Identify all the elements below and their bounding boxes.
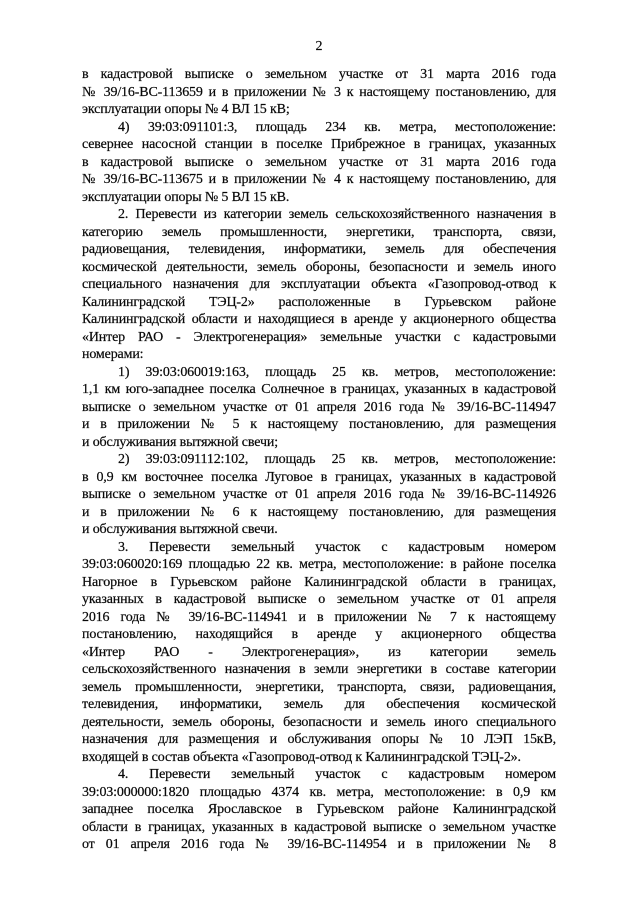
text-line: телевидения, информатики, земель для обеспечения космической [82,697,556,712]
text-line: выписке о земельном участке от 01 апреля 2016 года № 39/16-ВС-114926 [82,487,556,502]
paragraph-continuation [82,66,556,119]
text-line: в 0,9 км восточнее поселка Луговое в границах, указанных в кадастровой [82,469,556,485]
text-line: севернее насосной станции в поселке Прибрежное в границах, указанных [82,137,556,152]
text-line: Калининградской ТЭЦ-2» расположенные в Гурьевском районе [82,294,556,310]
text-line: в кадастровой выписке о земельном участке от 31 марта 2016 года [82,154,556,170]
paragraph-section-4 [82,766,556,854]
text-line: области в границах, указанных в кадастровой выписке о земельном участке [82,819,556,835]
text-line: космической деятельности, земель обороны, безопасности и земель иного [82,259,556,275]
text-line: и в приложении № 5 к настоящему постановлению, для размещения [82,417,556,432]
text-line: номерами: [82,347,144,362]
text-line: «Интер РАО - Электрогенерация» земельные участки с кадастровыми [82,329,556,345]
text-line: 2. Перевести из категории земель сельскохозяйственного назначения в [118,207,556,222]
text-line: 39:03:000000:1820 площадью 4374 кв. метра, местоположение: в 0,9 км [82,784,556,800]
text-line: сельскохозяйственного назначения в земли энергетики в составе категории [82,662,556,677]
text-line: 1) 39:03:060019:163, площадь 25 кв. метров, местоположение: [118,364,556,380]
text-line: 4) 39:03:091101:3, площадь 234 кв. метра, местоположение: [118,119,556,135]
text-line: назначения для размещения и обслуживания опоры № 10 ЛЭП 15кВ, [82,732,556,747]
text-line: и обслуживания вытяжной свечи; [82,434,278,450]
text-line: входящей в состав объекта «Газопровод-отвод к Калининградской ТЭЦ-2». [82,749,521,765]
document-body [82,66,556,854]
text-line: земель промышленности, энергетики, транспорта, связи, радиовещания, [82,679,556,695]
text-line: радиовещания, телевидения, информатики, земель для обеспечения [82,242,556,257]
text-line: и в приложении № 6 к настоящему постановлению, для размещения [82,504,556,520]
text-line: эксплуатации опоры № 4 ВЛ 15 кВ; [82,102,290,117]
paragraph-section-3 [82,539,556,767]
paragraph-section-2 [82,206,556,364]
text-line: эксплуатации опоры № 5 ВЛ 15 кВ. [82,189,290,205]
text-line: западнее поселка Ярославское в Гурьевском районе Калининградской [82,802,556,817]
text-line: Нагорное в Гурьевском районе Калининградской области в границах, [82,574,556,590]
text-line: специального назначения для эксплуатации объекта «Газопровод-отвод к [82,277,556,292]
text-line: «Интер РАО - Электрогенерация», из категории земель [82,644,556,660]
text-line: 1,1 км юго-западнее поселка Солнечное в границах, указанных в кадастровой [82,382,556,397]
text-line: указанных в кадастровой выписке о земельном участке от 01 апреля [82,592,556,607]
paragraph-item-2-2 [82,451,556,539]
text-line: категорию земель промышленности, энергетики, транспорта, связи, [82,224,556,240]
text-line: выписке о земельном участке от 01 апреля 2016 года № 39/16-ВС-114947 [82,399,556,415]
text-line: постановлению, находящийся в аренде у акционерного общества [82,627,556,642]
text-line: от 01 апреля 2016 года № 39/16-ВС-114954 и в приложении № 8 [82,837,556,852]
text-line: № 39/16-ВС-113675 и в приложении № 4 к настоящему постановлению, для [82,172,556,187]
paragraph-item-2-1 [82,364,556,452]
text-line: 4. Перевести земельный участок с кадастровым номером [118,767,556,782]
text-line: Калининградской области и находящиеся в аренде у акционерного общества [82,312,556,327]
text-line: 3. Перевести земельный участок с кадастровым номером [118,539,556,555]
text-line: 2) 39:03:091112:102, площадь 25 кв. метров, местоположение: [118,452,556,467]
text-line: 2016 года № 39/16-ВС-114941 и в приложении № 7 к настоящему [82,609,556,625]
text-line: и обслуживания вытяжной свечи. [82,522,278,537]
text-line: деятельности, земель обороны, безопасности и земель иного специального [82,714,556,730]
text-line: № 39/16-ВС-113659 и в приложении № 3 к настоящему постановлению, для [82,84,556,100]
text-line: 39:03:060020:169 площадью 22 кв. метра, местоположение: в районе поселка [82,557,556,572]
page-number: 2 [315,39,323,54]
paragraph-item-4 [82,119,556,207]
text-line: в кадастровой выписке о земельном участке от 31 марта 2016 года [82,67,556,82]
